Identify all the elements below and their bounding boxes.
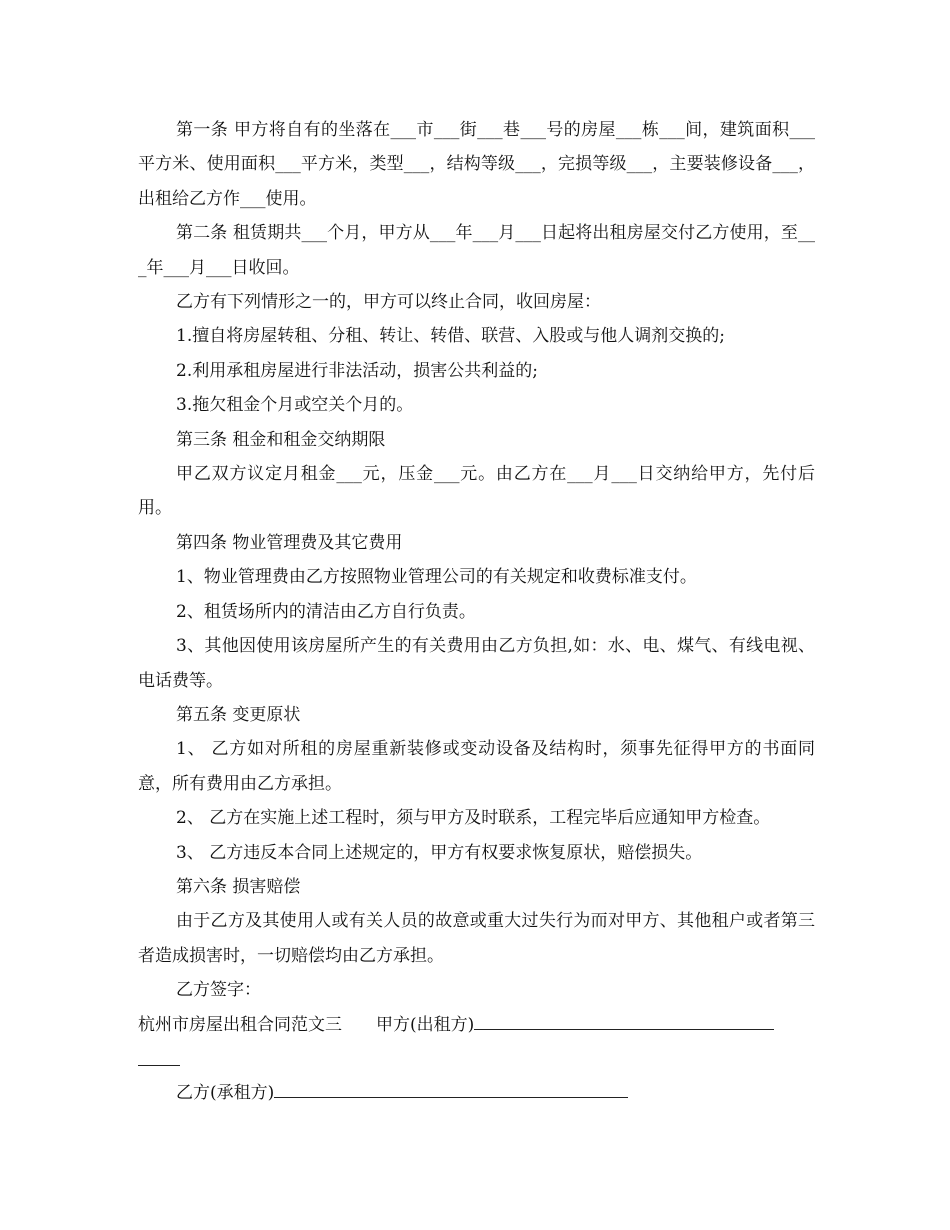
party-a-signature-line [474,1028,774,1030]
clause-3-heading: 第三条 租金和租金交纳期限 [176,429,386,450]
party-b-signature-line [274,1096,628,1098]
clause-4-heading: 第四条 物业管理费及其它费用 [176,532,403,553]
party-a-label: 甲方(出租方) [376,1014,475,1035]
party-b-sign-label: 乙方签字： [176,980,261,1001]
termination-intro: 乙方有下列情形之一的，甲方可以终止合同，收回房屋： [176,292,601,313]
clause-2: 第二条 租赁期共___个月，甲方从___年___月___日起将出租房屋交付乙方使用，至___年___月___日收回。 [138,223,815,278]
termination-item-1: 1.擅自将房屋转租、分租、转让、转借、联营、入股或与他人调剂交换的; [176,326,725,347]
clause-1: 第一条 甲方将自有的坐落在___市___街___巷___号的房屋___栋___间，建筑面积___平方米、使用面积___平方米，类型___，结构等级___，完损等级___，主要装修设备___，出租给乙方作___使用。 [138,120,815,209]
clause-4-item-3: 3、其他因使用该房屋所产生的有关费用由乙方负担,如：水、电、煤气、有线电视、电话费等。 [138,636,815,691]
clause-5-item-1: 1、 乙方如对所租的房屋重新装修或变动设备及结构时，须事先征得甲方的书面同意，所有费用由乙方承担。 [138,739,815,794]
clause-4-item-2: 2、租赁场所内的清洁由乙方自行负责。 [176,601,476,622]
clause-6-text: 由于乙方及其使用人或有关人员的故意或重大过失行为而对甲方、其他租户或者第三者造成损害时，一切赔偿均由乙方承担。 [138,911,815,966]
clause-4-item-1: 1、物业管理费由乙方按照物业管理公司的有关规定和收费标准支付。 [176,567,697,588]
termination-item-2: 2.利用承租房屋进行非法活动，损害公共利益的; [176,360,538,381]
clause-5-item-3: 3、 乙方违反本合同上述规定的，甲方有权要求恢复原状，赔偿损失。 [176,842,703,863]
party-a-signature-line-wrap [138,1064,180,1066]
signature-line-continuation [138,1042,815,1076]
clause-5-item-2: 2、 乙方在实施上述工程时，须与甲方及时联系，工程完毕后应通知甲方检查。 [176,808,771,829]
clause-3-text: 甲乙双方议定月租金___元，压金___元。由乙方在___月___日交纳给甲方，先付后用。 [138,464,815,519]
signature-row-b [138,1076,815,1110]
termination-item-3: 3.拖欠租金个月或空关个月的。 [176,395,414,416]
party-b-label: 乙方(承租方) [176,1083,275,1104]
contract-body [138,113,815,1111]
signature-row-a [138,1008,815,1042]
next-document-title: 杭州市房屋出租合同范文三 [138,1014,342,1035]
clause-5-heading: 第五条 变更原状 [176,704,301,725]
clause-6-heading: 第六条 损害赔偿 [176,876,301,897]
